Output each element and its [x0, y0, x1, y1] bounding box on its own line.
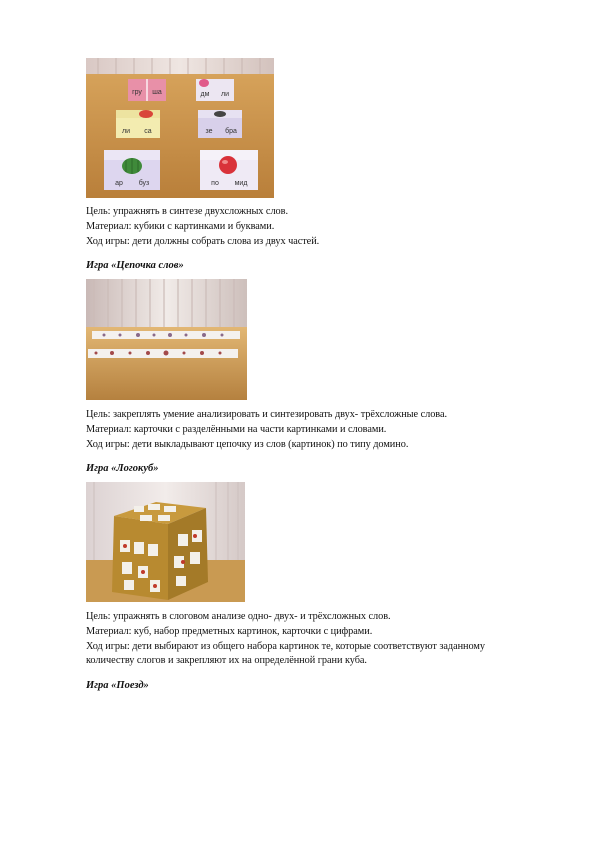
word-cube	[104, 150, 160, 190]
procedure-line: Ход игры: дети выкладывают цепочку из слов (картинок) по типу домино.	[86, 438, 409, 450]
material-line: Материал: кубики с картинками и буквами.	[86, 220, 275, 232]
cube-right-syllable: мид	[234, 180, 248, 187]
material-line: Материал: куб, набор предметных картинок, карточки с цифрами.	[86, 625, 373, 637]
photo-word-cubes	[86, 58, 274, 198]
game-heading: Игра «Логокуб»	[86, 463, 159, 474]
game-heading: Игра «Цепочка слов»	[86, 260, 184, 271]
cube-left-syllable: по	[211, 180, 219, 187]
goal-line: Цель: упражнять в синтезе двухсложных слов.	[86, 206, 288, 217]
game-heading: Игра «Поезд»	[86, 680, 149, 691]
word-cube	[196, 79, 234, 101]
word-cube	[200, 150, 258, 190]
cube-left-syllable: дм	[200, 91, 210, 98]
goal-line: Цель: упражнять в слоговом анализе одно- двух- и трёхсложных слов.	[86, 611, 391, 622]
cube-right-syllable: бра	[225, 128, 237, 135]
material-line: Материал: карточки с разделёнными на части картинками и словами.	[86, 423, 387, 435]
cube-left-syllable: ар	[115, 180, 123, 187]
word-cube	[116, 110, 160, 138]
cube-right-syllable: ша	[152, 89, 162, 96]
goal-line: Цель: закреплять умение анализировать и синтезировать двух- трёхсложные слова.	[86, 409, 448, 420]
cube-right-syllable: са	[144, 128, 152, 135]
word-cube	[128, 79, 166, 101]
cube-left-syllable: ли	[122, 128, 130, 135]
cube-left-syllable: гру	[132, 89, 142, 96]
cube-right-syllable: ли	[221, 91, 229, 98]
cube-right-syllable: буз	[138, 180, 150, 187]
procedure-line: Ход игры: дети должны собрать слова из двух частей.	[86, 235, 320, 247]
section-1-text	[86, 205, 319, 249]
cube-left-syllable: зе	[205, 128, 213, 135]
photo-word-chain	[86, 279, 247, 400]
procedure-line: Ход игры: дети выбирают из общего набора картинок те, которые соответствуют заданному	[86, 640, 485, 652]
photo-logocube	[86, 482, 245, 602]
word-cube	[198, 110, 242, 138]
section-2-text	[86, 408, 447, 452]
procedure-line-continued: количеству слогов и закрепляют их на определённой грани куба.	[86, 655, 367, 667]
section-3-text	[86, 610, 485, 669]
